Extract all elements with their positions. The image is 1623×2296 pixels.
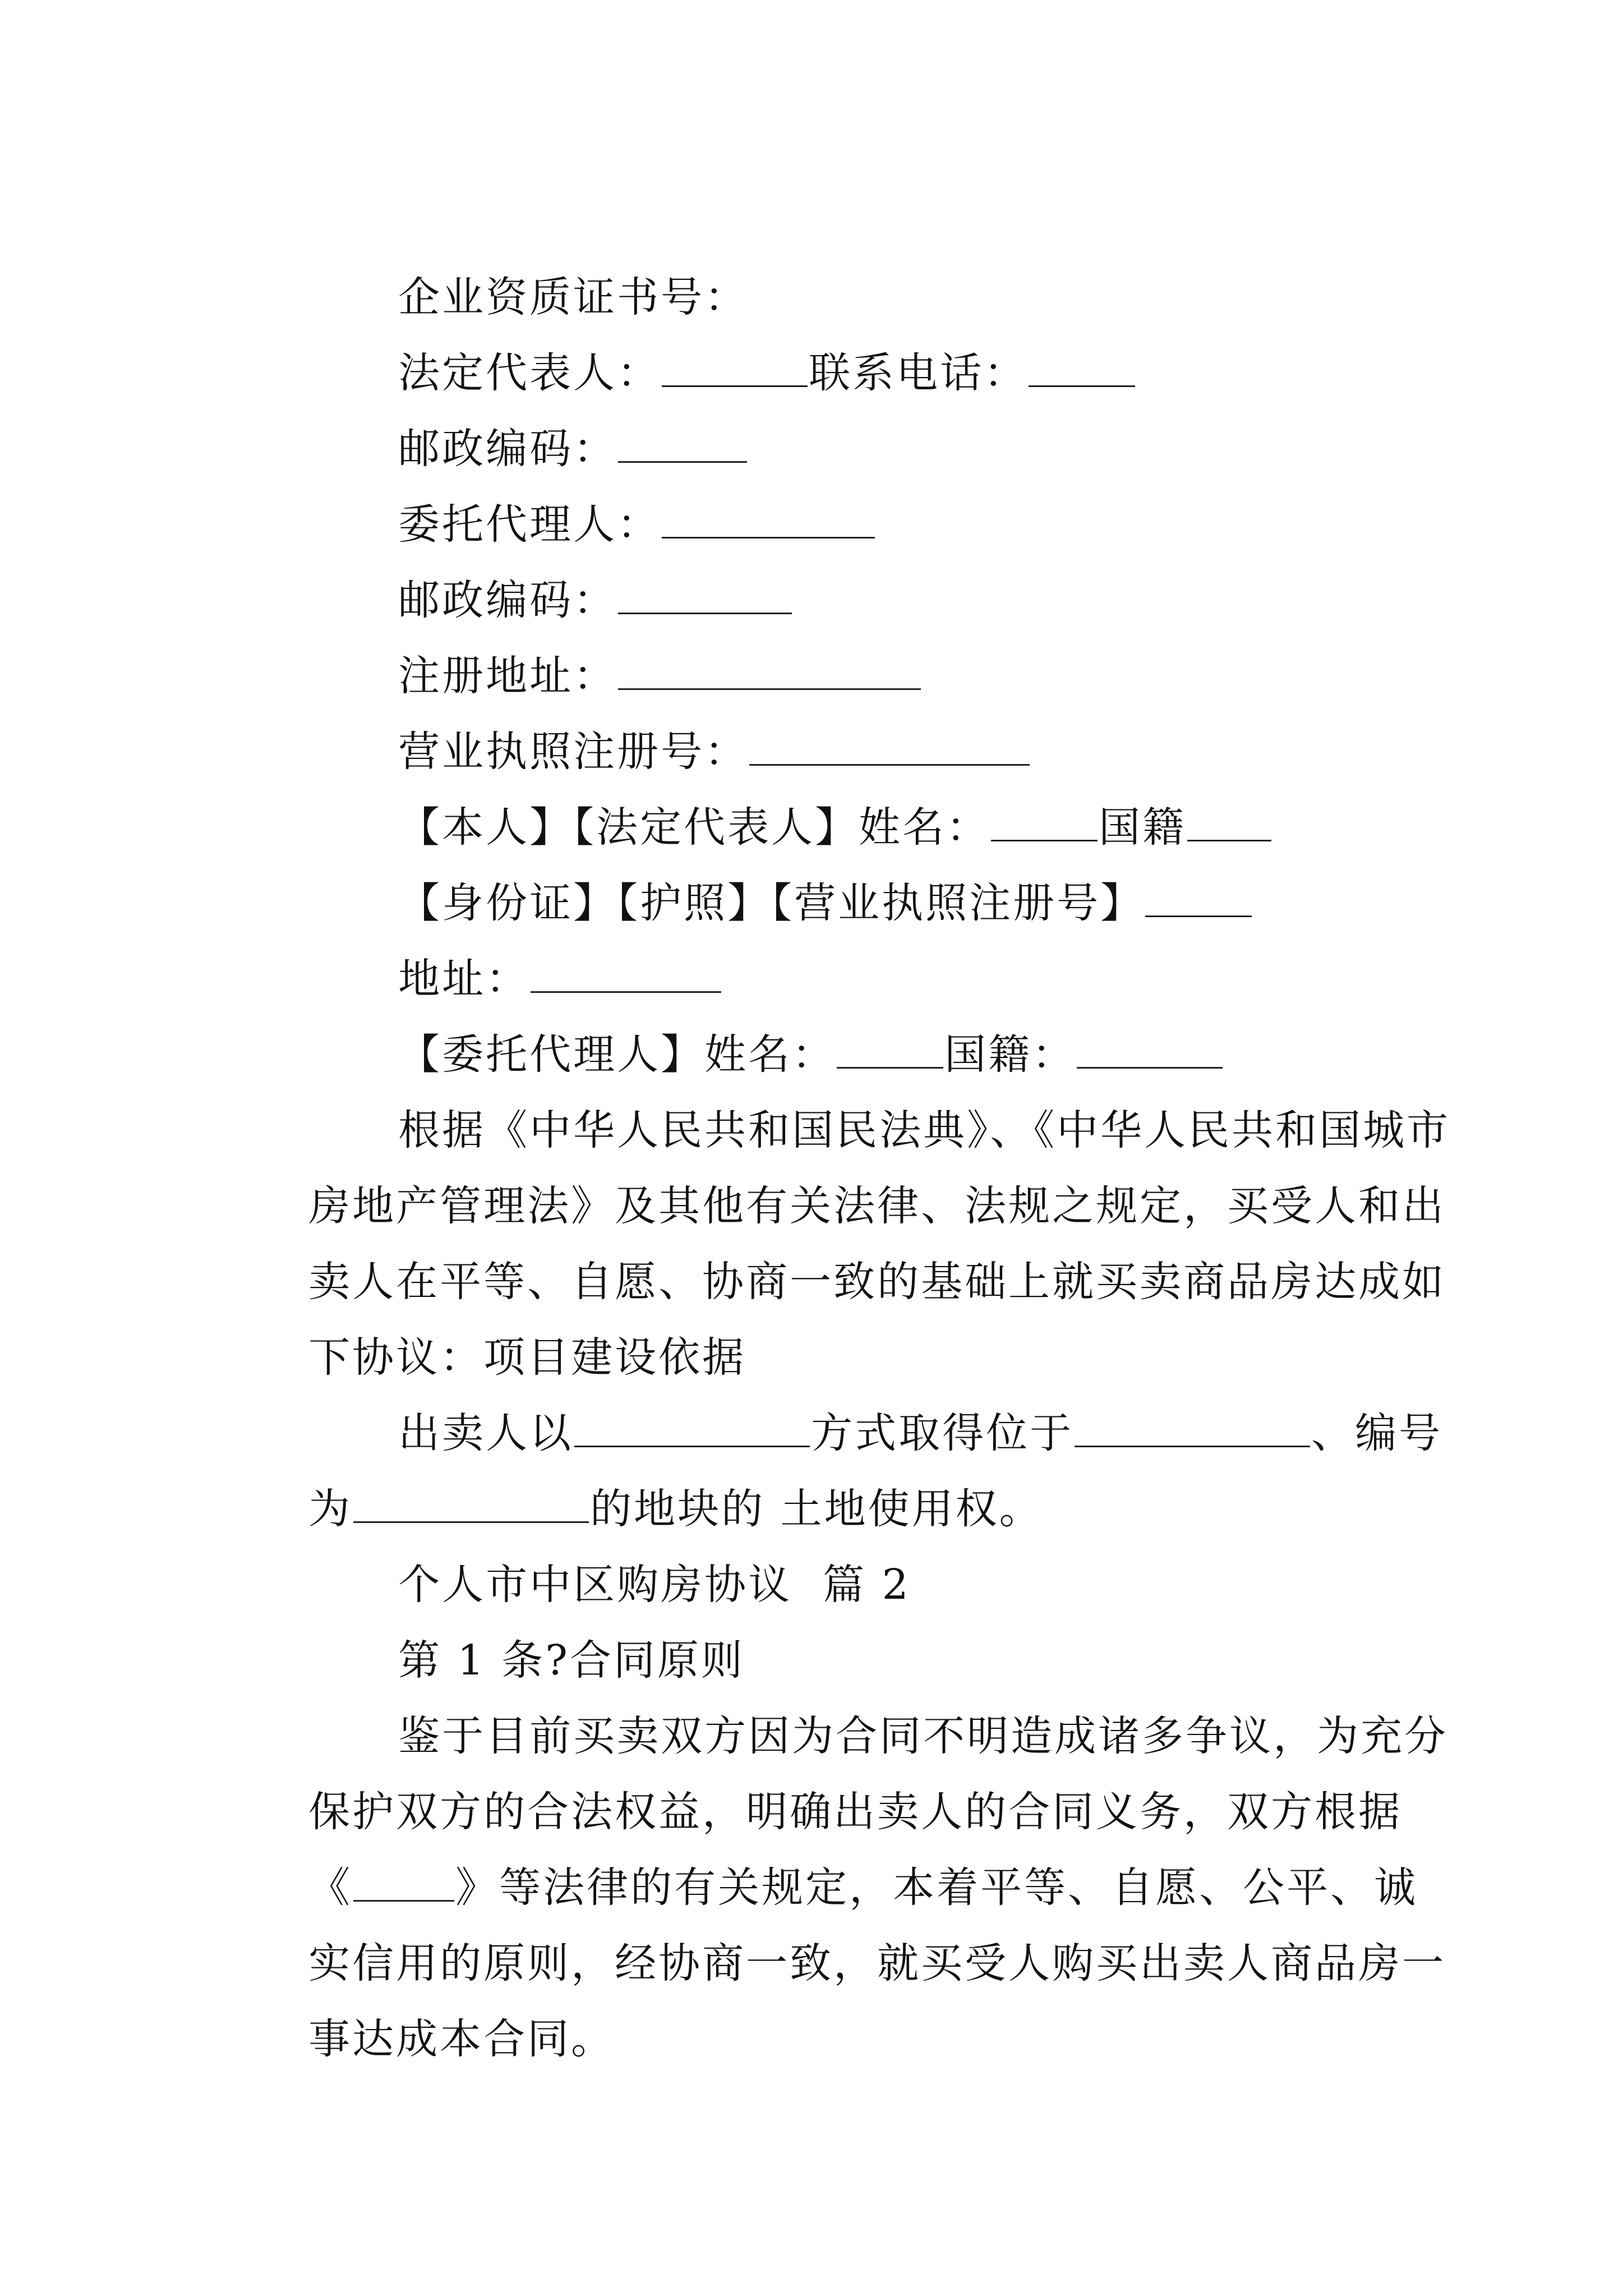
party-nationality-label: 国籍	[1099, 803, 1187, 852]
address-label: 地址：	[398, 955, 530, 1003]
basis-para-text-3: 卖人在平等、自愿、协商一致的基础上就买卖商品房达成如	[308, 1258, 1446, 1306]
section-heading-text: 个人市中区购房协议 篇 2	[398, 1561, 911, 1609]
legal-rep-label: 法定代表人：	[398, 349, 661, 397]
agent-nationality-label: 国籍：	[944, 1030, 1076, 1079]
land-para-text-3: 、编号	[1311, 1409, 1443, 1457]
id-doc-blank	[1145, 882, 1252, 917]
agent-label: 委托代理人：	[398, 500, 661, 549]
principle-para-text-1: 鉴于目前买卖双方因为合同不明造成诸多争议，为充分	[398, 1712, 1449, 1760]
qualification-cert-label: 企业资质证书号：	[398, 273, 749, 321]
basis-para-text-4: 下协议：项目建设依据	[308, 1333, 746, 1382]
phone-blank	[1029, 352, 1135, 387]
agent-name-label: 【委托代理人】姓名：	[398, 1030, 836, 1079]
basis-para-text-2: 房地产管理法》及其他有关法律、法规之规定，买受人和出	[308, 1182, 1446, 1230]
principle-para-text-2: 保护双方的合法权益，明确出卖人的合同义务，双方根据	[308, 1788, 1403, 1836]
postcode-label-2: 邮政编码：	[398, 576, 617, 624]
party-name-label: 【本人】【法定代表人】姓名：	[398, 803, 990, 852]
land-para-text-2: 方式取得位于	[811, 1409, 1074, 1457]
land-para-text-4: 为	[308, 1485, 353, 1533]
principle-para-text-4: 实信用的原则，经协商一致，就买受人购买出卖人商品房一	[308, 1939, 1446, 1987]
land-para-text-5: 的地块的 土地使用权。	[590, 1485, 1043, 1533]
principle-para-text-3b: 》等法律的有关规定，本着平等、自愿、公平、诚	[455, 1864, 1418, 1912]
basis-para-text-1: 根据《中华人民共和国民法典》、《中华人民共和国城市	[398, 1106, 1451, 1154]
phone-label: 联系电话：	[809, 349, 1028, 397]
land-location-blank	[1075, 1412, 1310, 1447]
postcode-label-1: 邮政编码：	[398, 425, 617, 473]
principle-para-text-5: 事达成本合同。	[308, 2015, 615, 2063]
id-doc-label: 【身份证】【护照】【营业执照注册号】	[398, 879, 1145, 927]
principle-para-text-3a: 《	[308, 1864, 353, 1912]
article-heading-text: 第 1 条?合同原则	[398, 1636, 745, 1685]
land-para-text-1: 出卖人以	[398, 1409, 574, 1457]
principle-para-line-5	[247, 1955, 615, 2123]
business-license-label: 营业执照注册号：	[398, 728, 749, 776]
registered-address-label: 注册地址：	[398, 652, 617, 700]
